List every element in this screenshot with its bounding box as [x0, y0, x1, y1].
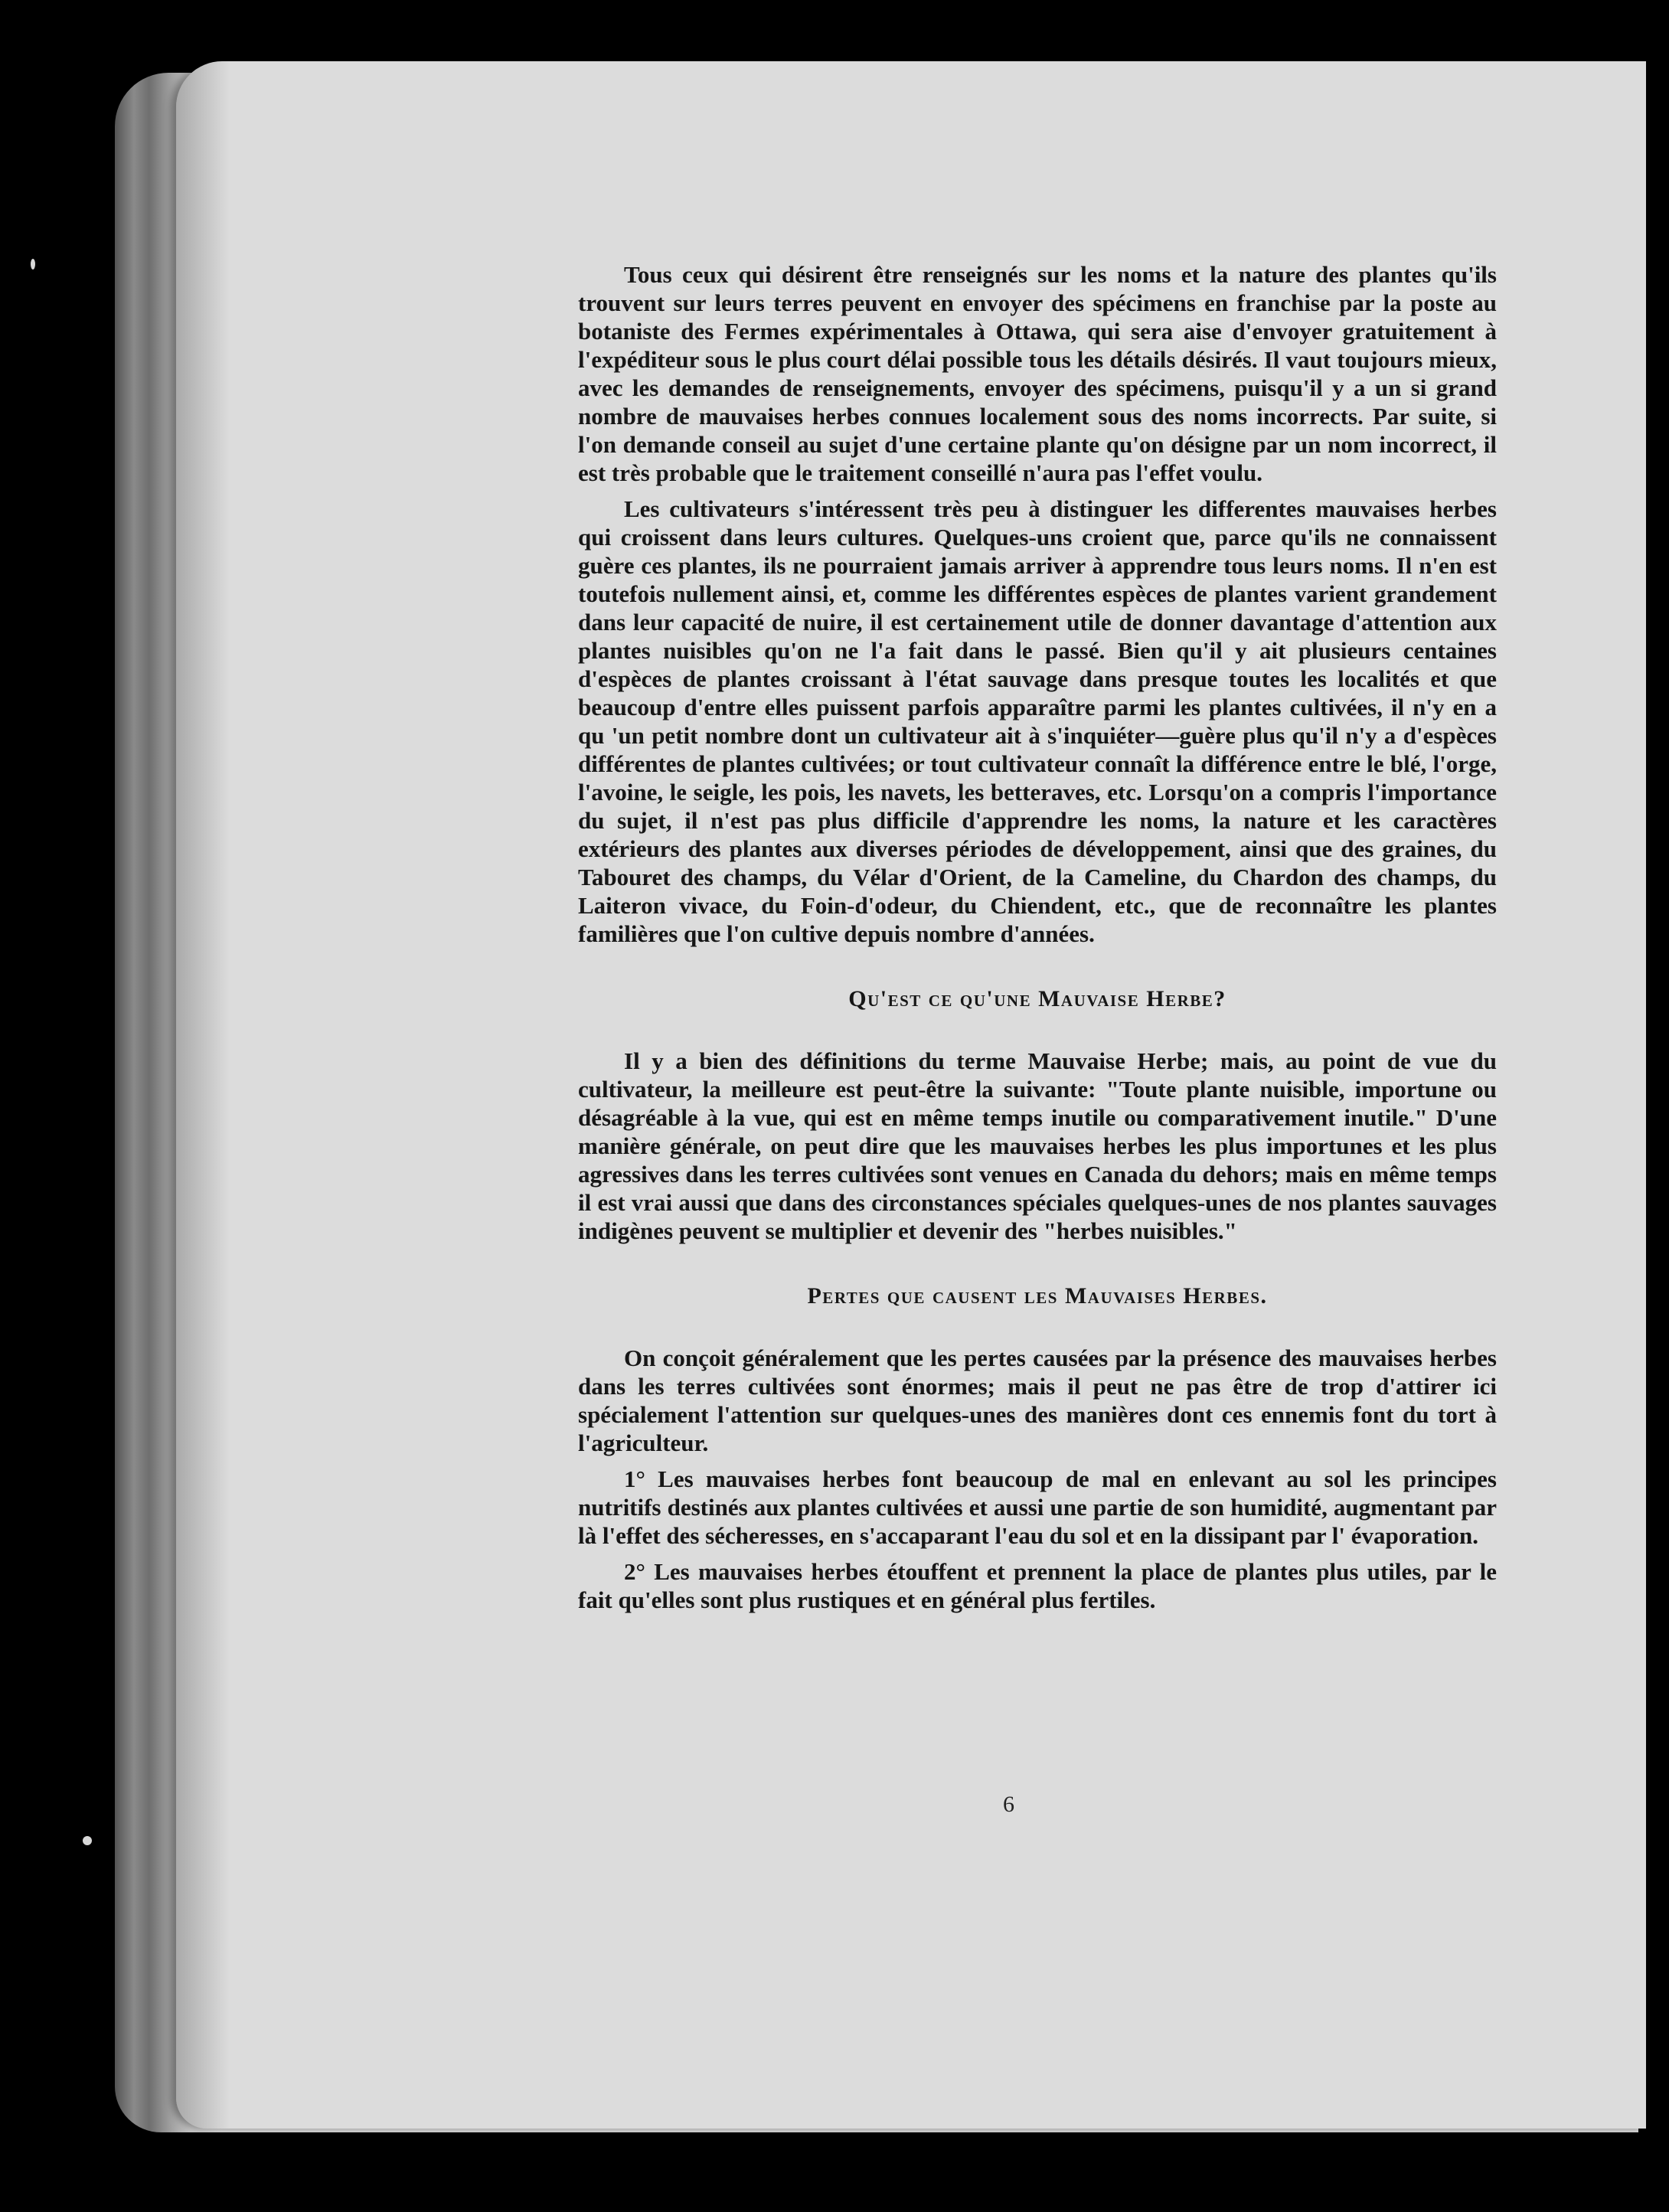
numbered-paragraph: 1° Les mauvaises herbes font beaucoup de mal en enlevant au sol les principes nutritifs destinés aux plantes cultivées et aussi une partie de son humidité, augmentant par là l'effet des sécheresses, en s'accaparant l'eau du sol et en la dissipant par l' évaporation. — [578, 1465, 1497, 1549]
scan-speck — [83, 1836, 92, 1845]
page-number: 6 — [1003, 1792, 1014, 1817]
section-heading: Qu'est ce qu'une Mauvaise Herbe? — [848, 986, 1226, 1011]
paragraph: Tous ceux qui désirent être renseignés sur les noms et la nature des plantes qu'ils trouvent sur leurs terres peuvent en envoyer des spécimens en franchise par la poste au botaniste des Fermes expérimentales à Ottawa, qui sera aise d'envoyer gratuitement à l'expéditeur sous le plus court délai possible tous les détails désirés. Il vaut toujours mieux, avec les demandes de renseignements, envoyer des spécimens, puisqu'il y a un si grand nombre de mauvaises herbes connues localement sous des noms incorrects. Par suite, si l'on demande conseil au sujet d'une certaine plante qu'on désigne par un nom incorrect, il est très probable que le traitement conseillé n'aura pas l'effet voulu. — [578, 261, 1497, 486]
numbered-paragraph: 2° Les mauvaises herbes étouffent et prennent la place de plantes plus utiles, par le fait qu'elles sont plus rustiques et en général plus fertiles. — [578, 1558, 1497, 1613]
section-heading: Pertes que causent les Mauvaises Herbes. — [807, 1283, 1268, 1309]
paragraph: Les cultivateurs s'intéressent très peu à distinguer les differentes mauvaises herbes qui croissent dans leurs cultures. Quelques-uns croient que, parce qu'ils ne connaissent guère ces plantes, ils ne pourraient jamais arriver à apprendre tous leurs noms. Il n'en est toutefois nullement ainsi, et, comme les différentes espèces de plantes varient grandement dans leur capacité de nuire, il est certainement utile de donner davantage d'attention aux plantes nuisibles qu'on ne l'a fait dans le passé. Bien qu'il y ait plusieurs centaines d'espèces de plantes croissant à l'état sauvage dans presque toutes les localités et que beaucoup d'entre elles puissent parfois apparaître parmi les plantes cultivées, il n'y en a qu 'un petit nombre dont un cultivateur ait à s'inquiéter—guère plus qu'il n'y a d'espèces différentes de plantes cultivées; or tout cultivateur connaît la différence entre le blé, l'orge, l'avoine, le seigle, les pois, les navets, les betteraves, etc. Lorsqu'on a compris l'importance du sujet, il n'est pas plus difficile d'apprendre les noms, la nature et les caractères extérieurs des plantes aux diverses périodes de développement, ainsi que des graines, du Tabouret des champs, du Vélar d'Orient, de la Cameline, du Chardon des champs, du Laiteron vivace, du Foin-d'odeur, du Chiendent, etc., que de reconnaître les plantes familières que l'on cultive depuis nombre d'années. — [578, 495, 1497, 947]
paragraph: On conçoit généralement que les pertes causées par la présence des mauvaises herbes dans les terres cultivées sont énormes; mais il peut ne pas être de trop d'attirer ici spécialement l'attention sur quelques-unes des manières dont ces ennemis font du tort à l'agriculteur. — [578, 1345, 1497, 1456]
document-body — [578, 260, 1497, 1614]
paragraph: Il y a bien des définitions du terme Mauvaise Herbe; mais, au point de vue du cultivateur, la meilleure est peut-être la suivante: "Toute plante nuisible, importune ou désagréable à la vue, qui est en même temps inutile ou comparativement inutile." D'une manière générale, on peut dire que les mauvaises herbes les plus importunes et les plus agressives dans les terres cultivées sont venues en Canada du dehors; mais en même temps il est vrai aussi que dans des circonstances spéciales quelques-unes de nos plantes sauvages indigènes peuvent se multiplier et devenir des "herbes nuisibles." — [578, 1047, 1497, 1244]
page-curl-shadow — [176, 61, 230, 2129]
scan-speck — [31, 259, 35, 270]
